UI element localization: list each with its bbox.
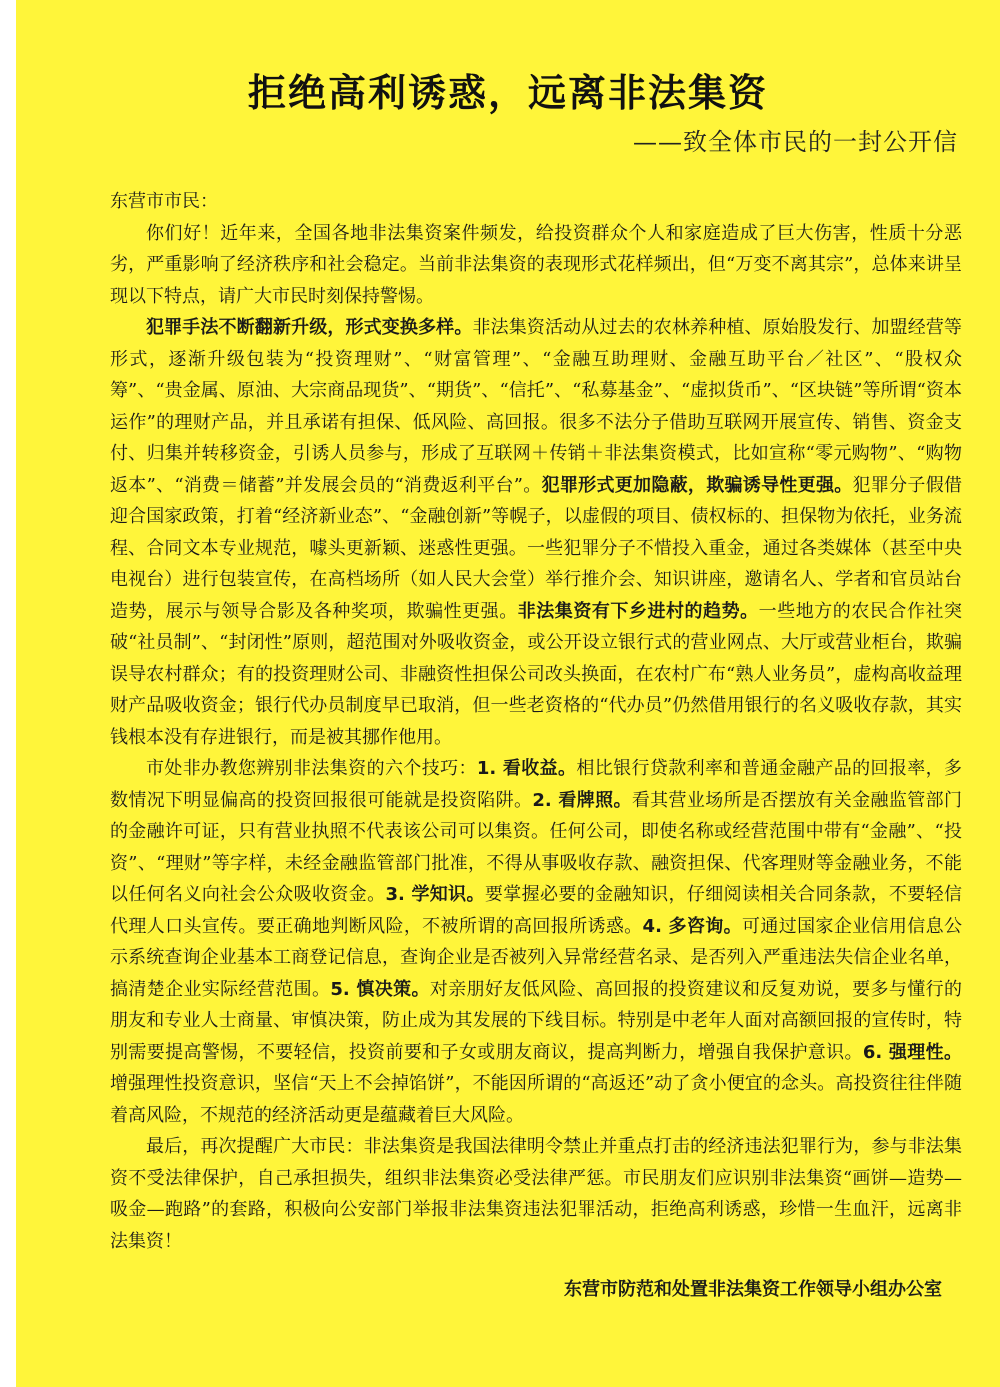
signature: 东营市防范和处置非法集资工作领导小组办公室 — [564, 1279, 942, 1300]
tip-5-heading: 5. 慎决策。 — [330, 978, 430, 1000]
letter-page — [16, 0, 1000, 1387]
heading-methods: 犯罪手法不断翻新升级，形式变换多样。 — [146, 317, 473, 338]
tip-5-text: 对亲朋好友低风险、高回报的投资建议和反复劝说，要多与懂行的朋友和专业人士商量、审慎决策，防止成为其发展的下线目标。特别是中老年人面对高额回报的宣传时，特别需要提高警惕，不要轻信，投资前要和子女或朋友商议，提高判断力，增强自我保护意识。 — [110, 978, 963, 1063]
letter-subtitle: ——致全体市民的一封公开信 — [633, 128, 958, 156]
tip-2-text: 看其营业场所是否摆放有关金融监管部门的金融许可证，只有营业执照不代表该公司可以集资。任何公司，即使名称或经营范围中带有“金融”、“投资”、“理财”等字样，未经金融监管部门批准，不得从事吸收存款、融资担保、代客理财等金融业务，不能以任何名义向社会公众吸收资金。 — [110, 789, 962, 905]
paragraph-greeting: 你们好！近年来，全国各地非法集资案件频发，给投资群众个人和家庭造成了巨大伤害，性质十分恶劣，严重影响了经济秩序和社会稳定。当前非法集资的表现形式花样频出，但“万变不离其宗”，总体来讲呈现以下特点，请广大市民时刻保持警惕。 — [110, 222, 962, 307]
tips-intro: 市处非办教您辨别非法集资的六个技巧： — [146, 758, 477, 779]
letter-title: 拒绝高利诱惑，远离非法集资 — [247, 71, 768, 115]
text-methods: 非法集资活动从过去的农林养种植、原始股发行、加盟经营等形式，逐渐升级包装为“投资理财”、“财富管理”、“金融互助理财、金融互助平台／社区”、“股权众筹”、“贵金属、原油、大宗商品现货”、“期货”、“信托”、“私募基金”、“虚拟货币”、“区块链”等所谓“资本运作”的理财产品，并且承诺有担保、低风险、高回报。很多不法分子借助互联网开展宣传、销售、资金支付、归集并转移资金，引诱人员参与，形成了互联网＋传销＋非法集资模式，比如宣称“零元购物”、“购物返本”、“消费＝储蓄”并发展会员的“消费返利平台”。 — [110, 317, 962, 496]
tip-2-heading: 2. 看牌照。 — [532, 789, 632, 811]
tip-1-text: 相比银行贷款利率和普通金融产品的回报率，多数情况下明显偏高的投资回报很可能就是投资陷阱。 — [110, 758, 962, 811]
paragraph-six-tips — [110, 753, 962, 1131]
heading-rural-trend: 非法集资有下乡进村的趋势。 — [517, 600, 759, 622]
tip-4-text: 可通过国家企业信用信息公示系统查询企业基本工商登记信息，查询企业是否被列入异常经营名录、是否列入严重违法失信企业名单，搞清楚企业实际经营范围。 — [110, 915, 962, 1000]
text-rural-trend: 一些地方的农民合作社突破“社员制”、“封闭性”原则，超范围对外吸收资金，或公开设立银行式的营业网点、大厅或营业柜台，欺骗误导农村群众；有的投资理财公司、非融资性担保公司改头换面，在农村广布“熟人业务员”，虚构高收益理财产品吸收资金；银行代办员制度早已取消，但一些老资格的“代办员”仍然借用银行的名义吸收存款，其实钱根本没有存进银行，而是被其挪作他用。 — [110, 600, 963, 748]
paragraph-characteristics — [110, 312, 962, 753]
tip-6-heading: 6. 强理性。 — [862, 1041, 962, 1063]
letter-body — [110, 186, 962, 1257]
heading-concealment: 犯罪形式更加隐蔽，欺骗诱导性更强。 — [541, 474, 853, 496]
tip-1-heading: 1. 看收益。 — [476, 758, 577, 779]
tip-3-text: 要掌握必要的金融知识，仔细阅读相关合同条款，不要轻信代理人口头宣传。要正确地判断风险，不被所谓的高回报所诱惑。 — [110, 884, 962, 937]
salutation: 东营市市民： — [110, 191, 218, 212]
text-concealment: 犯罪分子假借迎合国家政策，打着“经济新业态”、“金融创新”等幌子，以虚假的项目、债权标的、担保物为依托，业务流程、合同文本专业规范，噱头更新颖、迷惑性更强。一些犯罪分子不惜投入重金，通过各类媒体（甚至中央电视台）进行包装宣传，在高档场所（如人民大会堂）举行推介会、知识讲座，邀请名人、学者和官员站台造势，展示与领导合影及各种奖项，欺骗性更强。 — [110, 474, 963, 622]
paragraph-closing: 最后，再次提醒广大市民：非法集资是我国法律明令禁止并重点打击的经济违法犯罪行为，参与非法集资不受法律保护，自己承担损失，组织非法集资必受法律严惩。市民朋友们应识别非法集资“画饼—造势—吸金—跑路”的套路，积极向公安部门举报非法集资违法犯罪活动，拒绝高利诱惑，珍惜一生血汗，远离非法集资！ — [110, 1136, 962, 1252]
tip-3-heading: 3. 学知识。 — [385, 884, 485, 905]
tip-4-heading: 4. 多咨询。 — [642, 915, 742, 937]
tip-6-text: 增强理性投资意识，坚信“天上不会掉馅饼”，不能因所谓的“高返还”动了贪小便宜的念头。高投资往往伴随着高风险，不规范的经济活动更是蕴藏着巨大风险。 — [110, 1073, 962, 1126]
